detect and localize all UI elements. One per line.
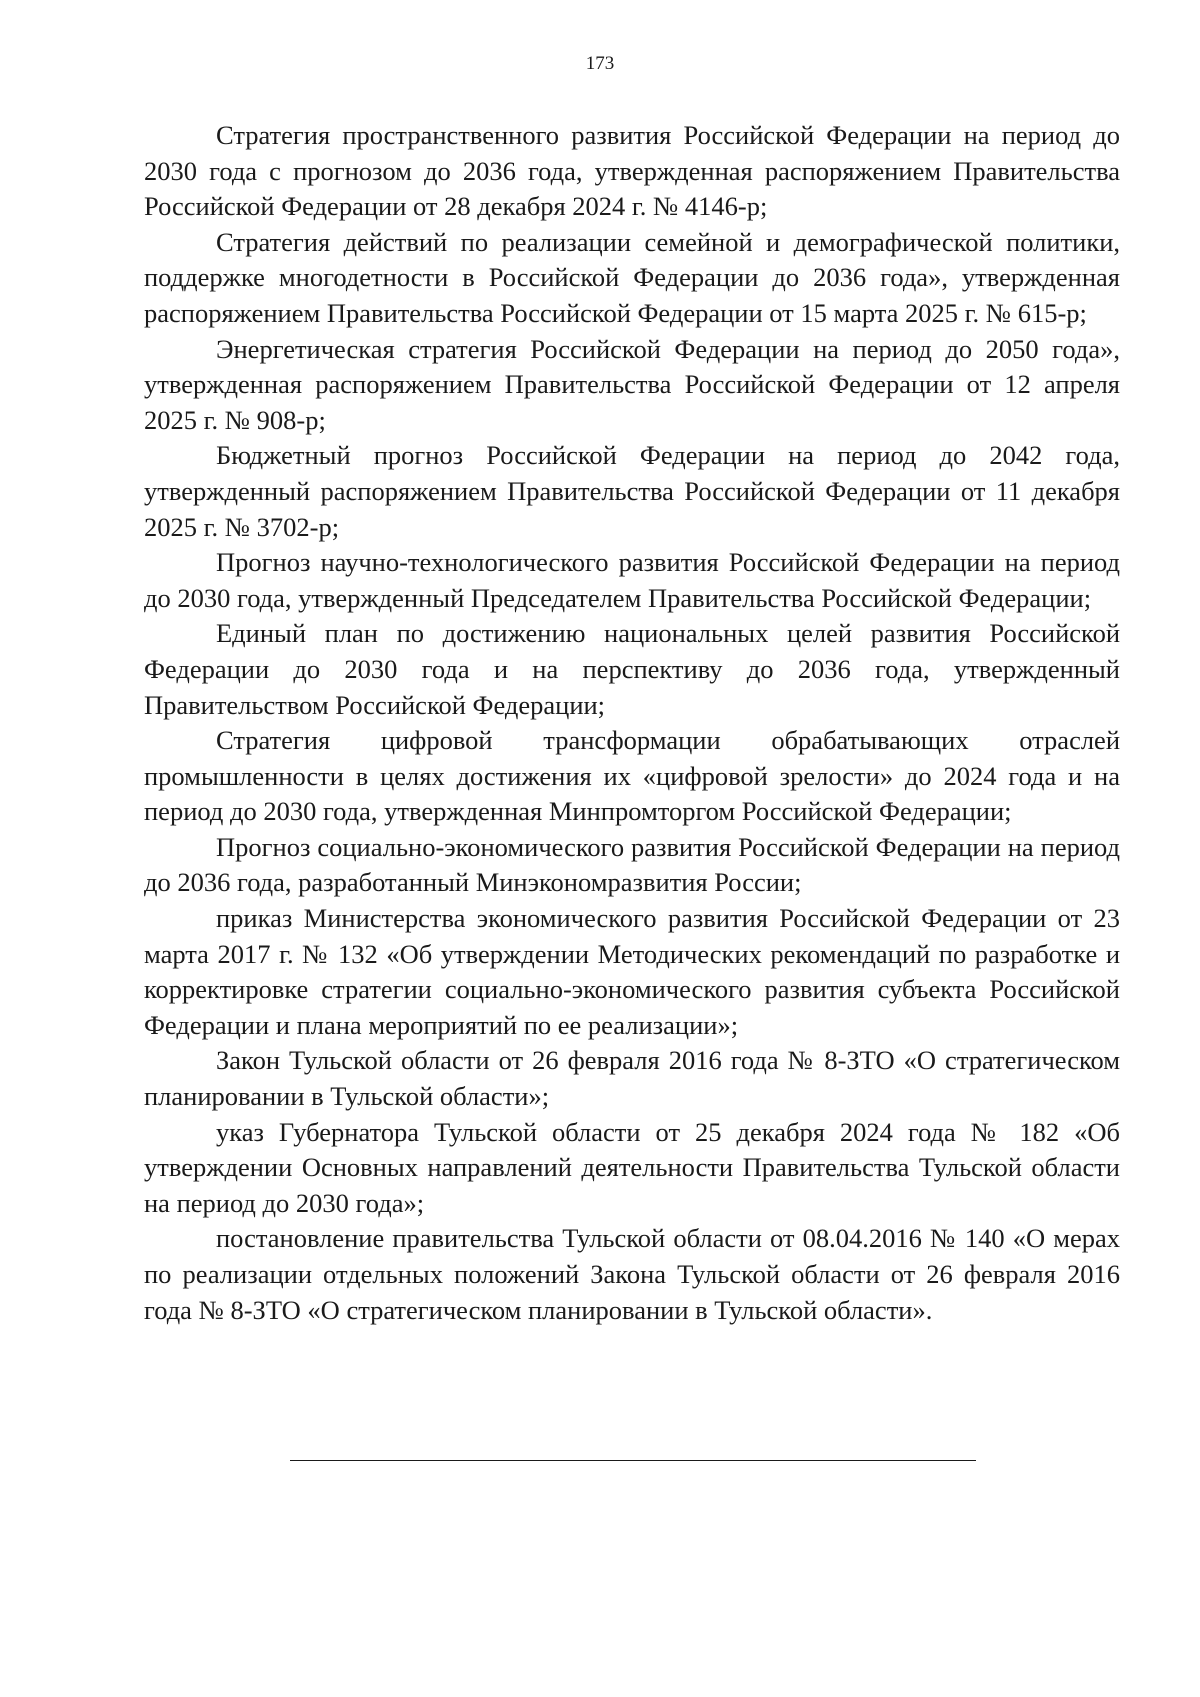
paragraph-socioeconomic-forecast: Прогноз социально-экономического развития Российской Федерации на период до 2036 года, разработанный Минэкономразвития России;: [144, 831, 1120, 898]
paragraph-tula-law: Закон Тульской области от 26 февраля 2016 года № 8-ЗТО «О стратегическом планировании в Тульской области»;: [144, 1045, 1120, 1112]
paragraph-unified-plan: Единый план по достижению национальных целей развития Российской Федерации до 2030 года и на перспективу до 2036 года, утвержденный Правительством Российской Федерации;: [144, 618, 1120, 720]
paragraph-budget-forecast: Бюджетный прогноз Российской Федерации на период до 2042 года, утвержденный распоряжением Правительства Российской Федерации от 11 декабря 2025 г. № 3702-р;: [144, 440, 1120, 542]
paragraph-scitech-forecast: Прогноз научно-технологического развития Российской Федерации на период до 2030 года, утвержденный Председателем Правительства Российской Федерации;: [144, 547, 1120, 613]
paragraph-governor-decree: указ Губернатора Тульской области от 25 декабря 2024 года № 182 «Об утверждении Основных направлений деятельности Правительства Тульской области на период до 2030 года»;: [144, 1116, 1120, 1218]
paragraph-digital-transformation: Стратегия цифровой трансформации обрабатывающих отраслей промышленности в целях достижения их «цифровой зрелости» до 2024 года и на период до 2030 года, утвержденная Минпромторгом Российской Федерации;: [144, 725, 1120, 827]
paragraph-demographic-strategy: Стратегия действий по реализации семейной и демографической политики, поддержке многодетности в Российской Федерации до 2036 года», утвержденная распоряжением Правительства Российской Федерации от 15 марта 2025 г. № 615-р;: [144, 226, 1120, 328]
page-number: 173: [585, 53, 615, 74]
document-body: [144, 118, 1120, 1328]
paragraph-government-resolution: постановление правительства Тульской области от 08.04.2016 № 140 «О мерах по реализации отдельных положений Закона Тульской области от 26 февраля 2016 года № 8-ЗТО «О стратегическом планировании в Тульской области».: [144, 1223, 1120, 1325]
end-divider: [290, 1460, 976, 1461]
paragraph-ministry-order: приказ Министерства экономического развития Российской Федерации от 23 марта 2017 г. № 132 «Об утверждении Методических рекомендаций по разработке и корректировке стратегии социально-экономического развития субъекта Российской Федерации и плана мероприятий по ее реализации»;: [144, 903, 1120, 1040]
paragraph-spatial-strategy: Стратегия пространственного развития Российской Федерации на период до 2030 года с прогнозом до 2036 года, утвержденная распоряжением Правительства Российской Федерации от 28 декабря 2024 г. № 4146-р;: [144, 120, 1120, 222]
paragraph-energy-strategy: Энергетическая стратегия Российской Федерации на период до 2050 года», утвержденная распоряжением Правительства Российской Федерации от 12 апреля 2025 г. № 908-р;: [144, 333, 1120, 435]
